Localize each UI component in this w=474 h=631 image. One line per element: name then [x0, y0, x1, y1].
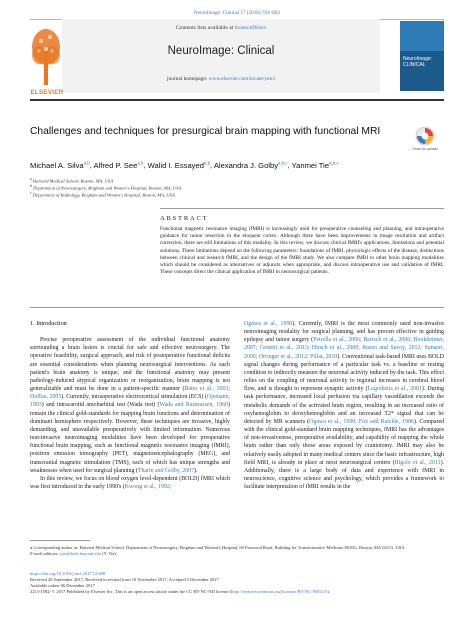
abstract-text: Functional magnetic resonance imaging (fMRI) is increasingly used for preoperative counseling and planning, and intraoperative guidance for tumor resection in the eloquent cortex. Although there have been improvements in image resolution and artifact correction, there are still limitations of this modality. In this review, we discuss clinical fMRI's applications, limitations and potential solutions. These limitations depend on the following parameters: foundations of fMRI, physiologic effects of the disease, distinctions between clinical and research fMRI, and the design of the fMRI study. We also compare fMRI to other brain mapping modalities which should be considered as alternatives or adjuncts when appropriate, and discuss intraoperative use and validation of fMRI. These concepts direct the clinical application of fMRI in neurosurgical patients. [160, 226, 444, 276]
journal-homepage [62, 76, 380, 82]
footnote-divider [30, 540, 90, 541]
paragraph-text: In this review, we focus on blood oxygen level-dependent (BOLD) fMRI which was first introduced in the early 1990's ( [30, 475, 230, 490]
available-online-date: Available online 06 December 2017 [30, 583, 95, 588]
section-heading: 1. Introduction [30, 320, 67, 327]
paragraph-text: ). [194, 467, 198, 474]
author[interactable] [30, 161, 90, 170]
citation-link[interactable]: Tharin and Golby, 2007 [137, 467, 195, 474]
body-right-column [244, 320, 444, 491]
license-text: 2213-1582/ © 2017 Published by Elsevier Inc. This is an open access article under the CC BY-NC-ND license ( [30, 589, 232, 594]
received-dates: Received 20 September 2017; Received in revised form 10 November 2017; Accepted 5 December 2017 [30, 577, 219, 582]
license-link[interactable]: http://creativecommons.org/licenses/BY-NC-ND/4.0/ [231, 589, 328, 594]
cover-band [400, 21, 444, 51]
author-list: Michael A. Silva$^{a,b}$, Alfred P. See$^{a,b}$, Walid I. Essayed$^{a,b}$, Alexandra J. Golby$^{a,b,c}$, Yanmei Tie$^{a,b,⁎}$ [30, 160, 339, 170]
paragraph-text: ; [228, 386, 230, 393]
author-affiliation-marks[interactable]: a,b [83, 160, 90, 165]
affiliation-mark: a [30, 177, 32, 181]
citation-link[interactable]: Rigolo et al., 2011 [394, 459, 441, 466]
paragraph-text: ) and intracarotid amobarbital test (Wada test) ( [41, 402, 160, 409]
journal-name: NeuroImage: Clinical [167, 45, 275, 57]
citation-link[interactable]: Logothetis et al., 2001 [367, 386, 422, 393]
affiliation-text: Department of Radiology, Brigham and Women's Hospital, Boston, MA, USA [32, 192, 175, 198]
author-affiliation-marks[interactable]: a,b [137, 160, 144, 165]
email-label: E-mail address: [30, 551, 60, 556]
paragraph-text: ). Currently, fMRI is the most commonly used non-invasive neuroimaging modality for surgical planning, and has proven effective in guiding epilepsy and tumor surgery ( [244, 321, 444, 344]
citation-link[interactable]: Duffau, 2005 [30, 394, 62, 401]
affiliation [30, 177, 444, 184]
author[interactable] [214, 161, 288, 170]
article-title: Challenges and techniques for presurgical brain mapping with functional MRI [30, 126, 381, 137]
license-suffix: ). [327, 589, 330, 594]
doi-link[interactable]: https://doi.org/10.1016/j.nicl.2017.12.008 [30, 571, 106, 576]
header-divider-bottom [30, 99, 444, 101]
author-name: Yanmei Tie [291, 160, 330, 170]
abstract-divider-bottom [30, 307, 444, 308]
abstract-heading: ABSTRACT [160, 215, 209, 222]
license-line [30, 589, 444, 595]
paragraph-text: ). During task performance, increased local perfusion via capillary vasodilation exceeds the metabolic demands of the activated brain region, resulting in an increased ratio of oxyhemoglobin to deoxyhemoglobin and an increased T2* signal that can be detected by MR scanners ( [244, 386, 445, 425]
author[interactable] [94, 161, 144, 170]
paragraph-text: ). Currently, intraoperative electrocortical stimulation (ECS) ( [61, 394, 207, 401]
email-line [30, 551, 444, 557]
author-affiliation-marks[interactable]: a,b,⁎ [329, 160, 339, 165]
email-suffix: (Y. Tie). [100, 551, 117, 556]
cover-title: NeuroImage: CLINICAL [403, 56, 432, 68]
crossmark-icon[interactable] [414, 126, 436, 152]
paragraph-text: ). Conventional task-based fMRI uses BOLD signal changes during performance of a particular task vs. a baseline or resting condition to indirectly measure the neuronal activity induced by the task. This effect relies on the coupling of neuronal activity to regional increases in cerebral blood flow, and is thought to represent synaptic activity ( [244, 353, 445, 393]
corresponding-author-text: ⁎ Corresponding author at: Harvard Medical School, Department of Neurosurgery, Brigham and Women's Hospital, 60 Fenwood Road, Building for Transformative Medicine 8016G, Boston, MA 02115, USA. [30, 545, 406, 550]
paragraph-text: ). Compared with the clinical gold-standard brain mapping techniques, fMRI has the advantages of non-invasiveness, preoperative availability, and capability of mapping the whole brain rather than only those areas exposed by craniotomy. fMRI may also be relatively easily adopted in many medical centers since the basic infrastructure, high field MRI, is already in place at most neurosurgical centers ( [244, 418, 445, 466]
homepage-label: journal homepage: [166, 76, 209, 82]
intro-paragraph-1 [30, 336, 230, 475]
author-affiliation-marks[interactable]: a,b,c [278, 160, 288, 165]
sciencedirect-link[interactable]: ScienceDirect [234, 25, 267, 31]
citation-link[interactable]: Wada and Rasmussen, 1960 [159, 402, 229, 409]
corresponding-author-note [30, 545, 444, 557]
abstract-divider-top [160, 208, 444, 209]
article-history [30, 571, 444, 595]
citation-link[interactable]: Bates et al., 2003 [184, 386, 229, 393]
contents-line [62, 25, 380, 31]
intro-paragraph-2 [30, 475, 230, 491]
paragraph-text: ). Additionally, there is a large body of data and experience with fMRI in neuroscience, cognitive science and psychology, which provides a framework to facilitate interpretation of fMRI results in the [244, 459, 444, 491]
citation-link[interactable]: Ogawa et al., 1990 [244, 321, 293, 327]
affiliation [30, 184, 444, 191]
author[interactable] [292, 161, 339, 170]
affiliation-text: Harvard Medical School, Boston, MA, USA [32, 178, 114, 184]
publisher-name: ELSEVIER [30, 89, 64, 96]
citation-link[interactable]: Kwong et al., 1992; [124, 483, 172, 490]
paragraph-text: ) remain the clinical gold-standards for mapping brain functions and determination of dominant hemisphere respectively. However, these techniques are invasive, highly demanding, and unavailable preoperatively with limited information. Numerous non-invasive neuroimaging modalities have been developed for preoperative functional brain mapping, such as functional magnetic resonance imaging (fMRI), positron emission tomography (PET), magnetoencephalography (MEG), and transcranial magnetic stimulation (TMS), each of which has unique strengths and weaknesses when used for surgical planning ( [30, 402, 230, 474]
journal-citation[interactable]: NeuroImage: Clinical 17 (2018) 794–803 [193, 10, 281, 16]
crossmark-label: Check for updates [412, 147, 438, 151]
author-affiliation-marks[interactable]: a,b [203, 160, 211, 165]
citation-link[interactable]: Petrella et al., 2006; Bartsch et al., 2006; Bookheimer, 2007; Genetti et al., 2013; Hirsch et al., 2000; Rosen and Savoy, 2012; Sunaert, 2006; Orringer et al., 2012; Pillai, 2010 [244, 337, 444, 360]
affiliation-mark: b [30, 184, 32, 188]
affiliation [30, 191, 444, 198]
affiliation-text: Department of Neurosurgery, Brigham and Women's Hospital, Boston, MA, USA [33, 185, 182, 191]
paragraph-text: Precise preoperative assessment of the individual functional anatomy surrounding a brain lesion is crucial for safe and effective neurosurgery. The operative feasibility, surgical approach, and risk of postoperative functional deficits are essential considerations when planning neurosurgical interventions. As each patient's brain anatomy is unique, and the functional anatomy may present pathology-induced atypical organization or reorganization, brain mapping is not generalizable and must be done in a patient-specific manner ( [30, 337, 230, 393]
journal-cover-thumbnail [400, 21, 444, 91]
contents-prefix: Contents lists available at [175, 25, 235, 31]
citation-link[interactable]: Ojemann, 1993 [30, 394, 230, 409]
author-name: Alfred P. See [93, 160, 138, 170]
body-left-column [30, 320, 230, 491]
affiliation-mark: c [30, 191, 32, 195]
email-link[interactable]: ytie@bwh.harvard.edu [59, 551, 101, 556]
author[interactable] [148, 161, 210, 170]
citation-link[interactable]: Ogawa et al., 1990; Fox and Raichle, 1986 [309, 418, 414, 425]
author-name: Michael A. Silva [30, 160, 84, 170]
author-name: Alexandra J. Golby [213, 160, 279, 170]
elsevier-tree-logo [30, 21, 62, 89]
homepage-link[interactable]: www.elsevier.com/locate/ynicl [208, 76, 276, 82]
author-name: Walid I. Essayed [147, 160, 204, 170]
